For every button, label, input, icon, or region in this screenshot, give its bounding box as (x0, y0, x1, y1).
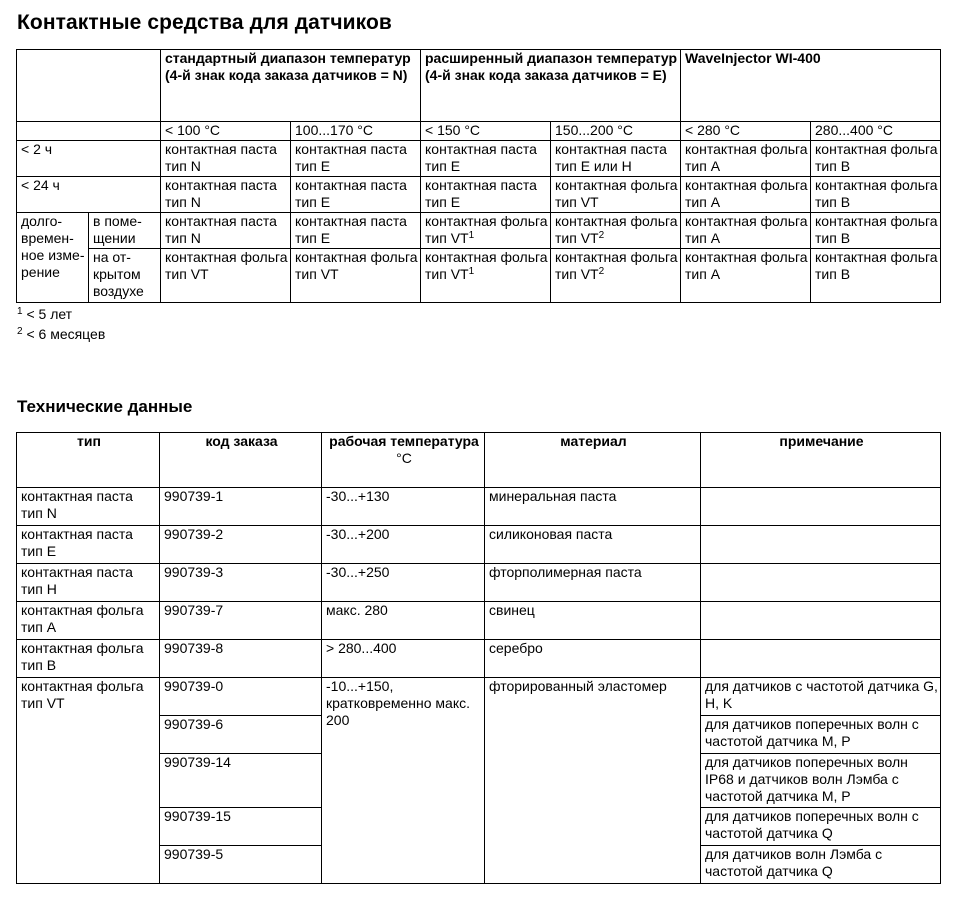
media-cell (551, 249, 681, 303)
material-cell: фторированный эластомер (485, 678, 701, 884)
media-cell: контактная паста тип E (421, 177, 551, 213)
footnote-text: < 5 лет (26, 306, 73, 322)
technical-data-table (16, 432, 941, 884)
temp-cell: > 280...400 (322, 640, 485, 678)
media-cell: контактная фольга тип B (811, 213, 941, 249)
footnotes (17, 304, 105, 344)
table-row (17, 177, 941, 213)
order-code-cell: 990739-15 (160, 808, 322, 846)
footnote-mark: 2 (598, 266, 605, 277)
table-row (17, 678, 941, 716)
temp-range-header: 100...170 °C (291, 122, 421, 141)
note-cell (701, 488, 941, 526)
media-cell: контактная фольга тип A (681, 249, 811, 303)
header-material: материал (485, 433, 701, 488)
note-cell: для датчиков поперечных волн с частотой датчика Q (701, 808, 941, 846)
order-code-cell: 990739-0 (160, 678, 322, 716)
material-cell: свинец (485, 602, 701, 640)
header-operating-temp (322, 433, 485, 488)
table-row (17, 213, 941, 249)
media-cell: контактная фольга тип B (811, 249, 941, 303)
duration-label: < 24 ч (17, 177, 161, 213)
header-standard-range: стандартный диапазон температур (4-й знак кода заказа датчиков = N) (161, 50, 421, 122)
media-cell: контактная паста тип E (421, 141, 551, 177)
table-row (17, 141, 941, 177)
order-code-cell: 990739-2 (160, 526, 322, 564)
media-cell (421, 213, 551, 249)
media-cell (421, 249, 551, 303)
temp-range-header: < 150 °C (421, 122, 551, 141)
order-code-cell: 990739-8 (160, 640, 322, 678)
table-row (17, 526, 941, 564)
material-cell: силиконовая паста (485, 526, 701, 564)
media-text: контактная фольга тип VT (555, 213, 678, 246)
footnote-mark: 1 (468, 230, 475, 241)
footnote-mark: 1 (17, 306, 23, 317)
temp-range-header: 280...400 °C (811, 122, 941, 141)
media-cell: контактная фольга тип A (681, 141, 811, 177)
media-cell: контактная паста тип N (161, 177, 291, 213)
order-code-cell: 990739-1 (160, 488, 322, 526)
media-cell (551, 213, 681, 249)
media-text: контактная фольга тип VT (555, 249, 678, 282)
footnote-2 (17, 324, 105, 344)
order-code-cell: 990739-6 (160, 716, 322, 754)
note-cell: для датчиков с частотой датчика G, H, K (701, 678, 941, 716)
footnote-mark: 2 (598, 230, 605, 241)
contact-media-table (16, 49, 941, 303)
header-operating-temp-label: рабочая температура (329, 433, 479, 449)
order-code-cell: 990739-14 (160, 754, 322, 808)
footnote-mark: 1 (468, 266, 475, 277)
table-row (17, 564, 941, 602)
type-cell: контактная паста тип H (17, 564, 160, 602)
type-cell: контактная фольга тип VT (17, 678, 160, 884)
temp-cell: -30...+200 (322, 526, 485, 564)
order-code-cell: 990739-5 (160, 846, 322, 884)
media-cell: контактная фольга тип B (811, 141, 941, 177)
table-row (17, 640, 941, 678)
media-cell: контактная фольга тип B (811, 177, 941, 213)
media-cell: контактная фольга тип VT (291, 249, 421, 303)
empty-subheader-cell (17, 122, 161, 141)
table-row (17, 488, 941, 526)
footnote-mark: 2 (17, 326, 23, 337)
media-cell: контактная паста тип E (291, 141, 421, 177)
section-title-contact-media: Контактные средства для датчиков (17, 11, 392, 34)
table-row (17, 249, 941, 303)
media-cell: контактная фольга тип VT (161, 249, 291, 303)
media-text: контактная фольга тип VT (425, 213, 548, 246)
media-cell: контактная паста тип N (161, 213, 291, 249)
order-code-cell: 990739-3 (160, 564, 322, 602)
temp-cell: -10...+150, кратковременно макс. 200 (322, 678, 485, 884)
type-cell: контактная паста тип E (17, 526, 160, 564)
media-cell: контактная фольга тип VT (551, 177, 681, 213)
temp-range-header: 150...200 °C (551, 122, 681, 141)
type-cell: контактная паста тип N (17, 488, 160, 526)
header-temp-unit: °C (396, 450, 412, 466)
footnote-1 (17, 304, 105, 324)
note-cell (701, 564, 941, 602)
header-order-code: код заказа (160, 433, 322, 488)
header-note: примечание (701, 433, 941, 488)
type-cell: контактная фольга тип B (17, 640, 160, 678)
note-cell: для датчиков волн Лэмба с частотой датчика Q (701, 846, 941, 884)
duration-label: < 2 ч (17, 141, 161, 177)
media-cell: контактная паста тип E (291, 213, 421, 249)
indoor-label: в поме-щении (89, 213, 161, 249)
temp-cell: макс. 280 (322, 602, 485, 640)
temp-cell: -30...+130 (322, 488, 485, 526)
temp-range-header: < 100 °C (161, 122, 291, 141)
media-cell: контактная паста тип N (161, 141, 291, 177)
header-type: тип (17, 433, 160, 488)
media-cell: контактная фольга тип A (681, 177, 811, 213)
table-row (17, 602, 941, 640)
note-cell (701, 602, 941, 640)
note-cell (701, 640, 941, 678)
material-cell: фторполимерная паста (485, 564, 701, 602)
type-cell: контактная фольга тип A (17, 602, 160, 640)
header-waveinjector: WaveInjector WI-400 (681, 50, 941, 122)
note-cell: для датчиков поперечных волн IP68 и датчиков волн Лэмба с частотой датчика M, P (701, 754, 941, 808)
material-cell: минеральная паста (485, 488, 701, 526)
media-cell: контактная фольга тип A (681, 213, 811, 249)
section-title-technical-data: Технические данные (17, 397, 193, 416)
temp-cell: -30...+250 (322, 564, 485, 602)
empty-corner-cell (17, 50, 161, 122)
material-cell: серебро (485, 640, 701, 678)
note-cell: для датчиков поперечных волн с частотой датчика M, P (701, 716, 941, 754)
order-code-cell: 990739-7 (160, 602, 322, 640)
outdoor-label: на от-крытом воздухе (89, 249, 161, 303)
header-extended-range: расширенный диапазон температур (4-й знак кода заказа датчиков = E) (421, 50, 681, 122)
note-cell (701, 526, 941, 564)
media-cell: контактная паста тип E (291, 177, 421, 213)
media-cell: контактная паста тип E или H (551, 141, 681, 177)
media-text: контактная фольга тип VT (425, 249, 548, 282)
temp-range-header: < 280 °C (681, 122, 811, 141)
long-term-label: долго-времен-ное изме-рение (17, 213, 89, 303)
footnote-text: < 6 месяцев (26, 326, 106, 342)
